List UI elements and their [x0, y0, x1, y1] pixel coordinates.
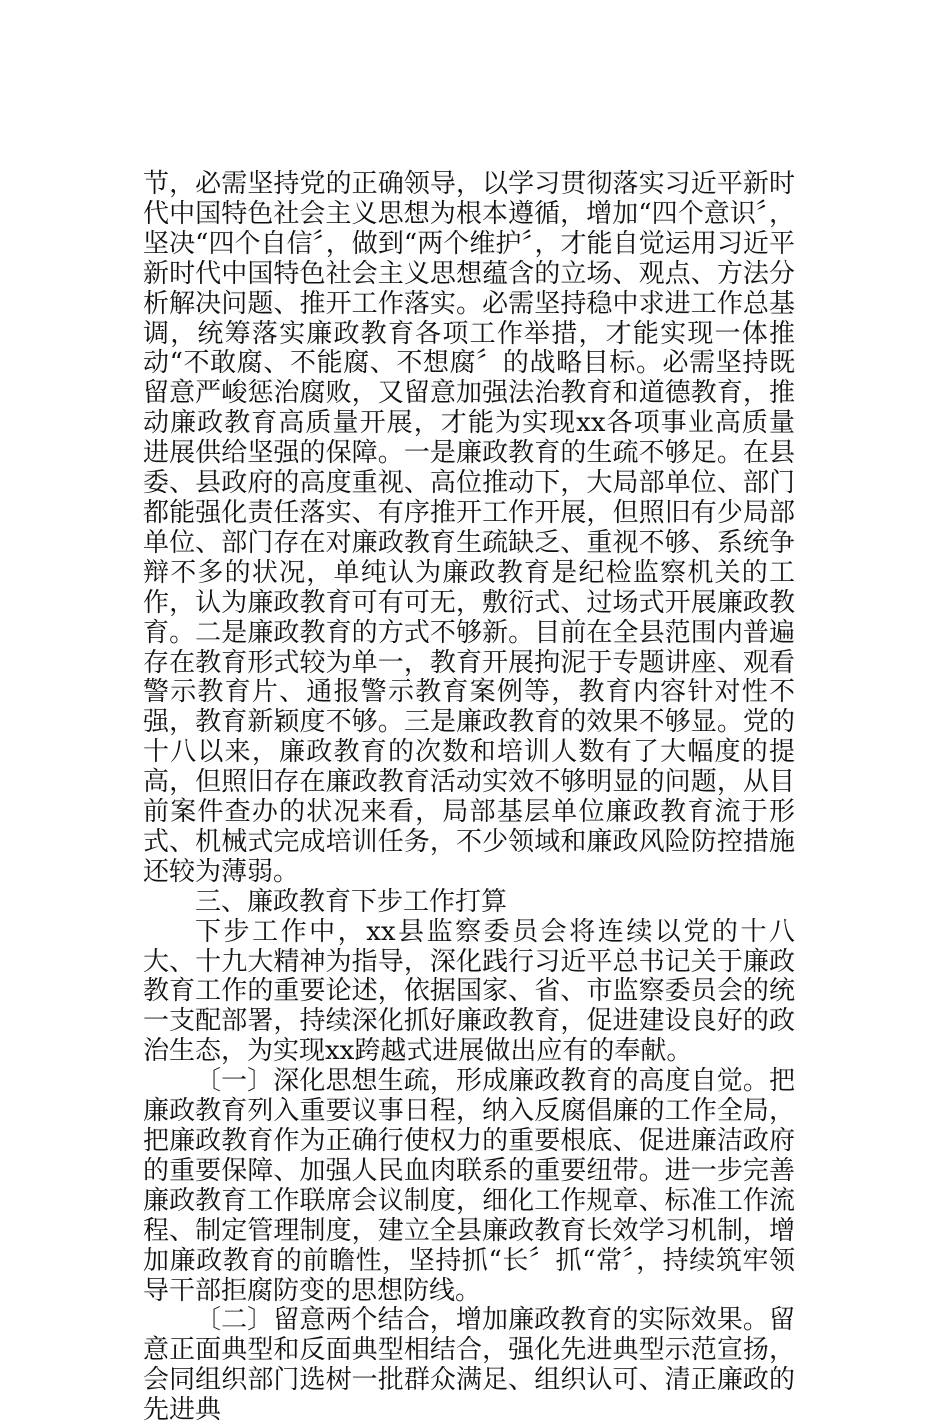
body-paragraph-continuation: 节，必需坚持党的正确领导，以学习贯彻落实习近平新时代中国特色社会主义思想为根本遵循，增加“四个意识〞，坚决“四个自信〞，做到“两个维护〞，才能自觉运用习近平新时代中国特色社会主义思想蕴含的立场、观点、方法分析解决问题、推开工作落实。必需坚持稳中求进工作总基调，统筹落实廉政教育各项工作举措，才能实现一体推动“不敢腐、不能腐、不想腐〞的战略目标。必需坚持既留意严峻惩治腐败，又留意加强法治教育和道德教育，推动廉政教育高质量开展，才能为实现xx各项事业高质量进展供给坚强的保障。一是廉政教育的生疏不够足。在县委、县政府的高度重视、高位推动下，大局部单位、部门都能强化责任落实、有序推开工作开展，但照旧有少局部单位、部门存在对廉政教育生疏缺乏、重视不够、系统争辩不多的状况，单纯认为廉政教育是纪检监察机关的工作，认为廉政教育可有可无，敷衍式、过场式开展廉政教育。二是廉政教育的方式不够新。目前在全县范围内普遍存在教育形式较为单一，教育开展拘泥于专题讲座、观看警示教育片、通报警示教育案例等，教育内容针对性不强，教育新颖度不够。三是廉政教育的效果不够显。党的十八以来，廉政教育的次数和培训人数有了大幅度的提高，但照旧存在廉政教育活动实效不够明显的问题，从目前案件查办的状况来看，局部基层单位廉政教育流于形式、机械式完成培训任务，不少领域和廉政风险防控措施还较为薄弱。: [143, 169, 795, 887]
body-paragraph-item-1: 〔一〕深化思想生疏，形成廉政教育的高度自觉。把廉政教育列入重要议事日程，纳入反腐倡廉的工作全局，把廉政教育作为正确行使权力的重要根底、促进廉洁政府的重要保障、加强人民血肉联系的重要纽带。进一步完善廉政教育工作联席会议制度，细化工作规章、标准工作流程、制定管理制度，建立全县廉政教育长效学习机制，增加廉政教育的前瞻性，坚持抓“长〞抓“常〞，持续筑牢领导干部拒腐防变的思想防线。: [143, 1066, 795, 1306]
document-page: [143, 170, 795, 1426]
section-heading: 三、廉政教育下步工作打算: [195, 886, 508, 917]
body-paragraph-item-2: 〔二〕留意两个结合，增加廉政教育的实际效果。留意正面典型和反面典型相结合，强化先进典型示范宣扬，会同组织部门选树一批群众满足、组织认可、清正廉政的先进典: [143, 1305, 795, 1426]
body-paragraph-intro: 下步工作中，xx县监察委员会将连续以党的十八大、十九大精神为指导，深化践行习近平总书记关于廉政教育工作的重要论述，依据国家、省、市监察委员会的统一支配部署，持续深化抓好廉政教育，促进建设良好的政治生态，为实现xx跨越式进展做出应有的奉献。: [143, 916, 795, 1067]
